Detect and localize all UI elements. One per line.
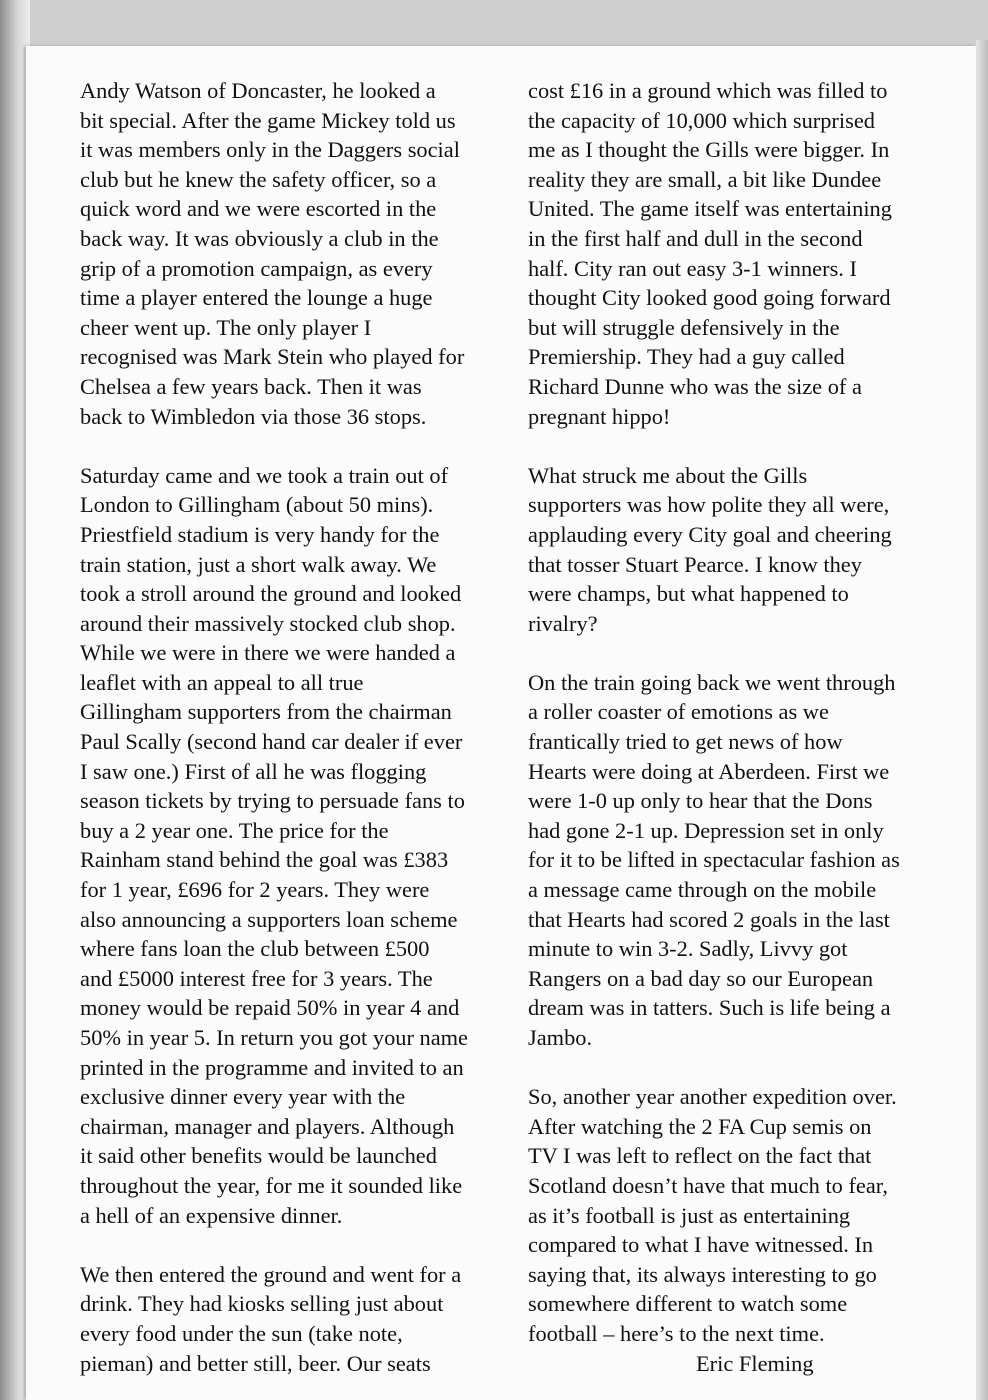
text-line: exclusive dinner every year with the bbox=[80, 1084, 406, 1110]
text-line: minute to win 3-2. Sadly, Livvy got bbox=[528, 936, 848, 962]
text-line: were champs, but what happened to bbox=[528, 581, 849, 607]
text-line: but will struggle defensively in the bbox=[528, 314, 840, 340]
text-line: I saw one.) First of all he was flogging bbox=[80, 758, 427, 784]
text-line: Hearts were doing at Aberdeen. First we bbox=[528, 758, 890, 784]
text-line: TV I was left to reflect on the fact that bbox=[528, 1143, 872, 1169]
text-line: train station, just a short walk away. We bbox=[80, 551, 437, 577]
text-line: a message came through on the mobile bbox=[528, 877, 877, 903]
text-line: drink. They had kiosks selling just about bbox=[80, 1291, 444, 1317]
text-line: chairman, manager and players. Although bbox=[80, 1113, 455, 1139]
text-line: took a stroll around the ground and looked bbox=[80, 581, 462, 607]
text-line: Rangers on a bad day so our European bbox=[528, 965, 874, 991]
text-line: where fans loan the club between £500 bbox=[80, 936, 430, 962]
text-line: compared to what I have witnessed. In bbox=[528, 1232, 874, 1258]
text-line: frantically tried to get news of how bbox=[528, 729, 843, 755]
text-line: around their massively stocked club shop. bbox=[80, 610, 456, 636]
text-line: Premiership. They had a guy called bbox=[528, 344, 845, 370]
text-line: United. The game itself was entertaining bbox=[528, 196, 892, 222]
text-line: printed in the programme and invited to an bbox=[80, 1054, 464, 1080]
text-line: cheer went up. The only player I bbox=[80, 314, 372, 340]
left-column bbox=[80, 76, 520, 1378]
text-line: it was members only in the Daggers social bbox=[80, 137, 460, 163]
text-line: for 1 year, £696 for 2 years. They were bbox=[80, 877, 430, 903]
text-line: that tosser Stuart Pearce. I know they bbox=[528, 551, 862, 577]
text-line: somewhere different to watch some bbox=[528, 1291, 848, 1317]
text-line: a roller coaster of emotions as we bbox=[528, 699, 829, 725]
text-line: were 1-0 up only to hear that the Dons bbox=[528, 788, 873, 814]
author-signature: Eric Fleming bbox=[696, 1350, 814, 1376]
text-line: Richard Dunne who was the size of a bbox=[528, 373, 862, 399]
text-line: Gillingham supporters from the chairman bbox=[80, 699, 452, 725]
paragraph bbox=[528, 461, 948, 639]
text-line: cost £16 in a ground which was filled to bbox=[528, 78, 888, 103]
text-line: Chelsea a few years back. Then it was bbox=[80, 373, 422, 399]
text-line: season tickets by trying to persuade fans to bbox=[80, 788, 465, 814]
text-line: time a player entered the lounge a huge bbox=[80, 285, 433, 311]
text-line: dream was in tatters. Such is life being a bbox=[528, 995, 891, 1021]
text-line: 50% in year 5. In return you got your name bbox=[80, 1025, 468, 1050]
text-line: What struck me about the Gills bbox=[528, 462, 808, 488]
text-line: club but he knew the safety officer, so a bbox=[80, 166, 437, 192]
text-line: After watching the 2 FA Cup semis on bbox=[528, 1113, 872, 1139]
text-line: that Hearts had scored 2 goals in the last bbox=[528, 906, 890, 932]
text-line: recognised was Mark Stein who played for bbox=[80, 344, 465, 370]
text-line: quick word and we were escorted in the bbox=[80, 196, 437, 222]
text-line: saying that, its always interesting to go bbox=[528, 1261, 877, 1287]
paragraph bbox=[80, 461, 520, 1230]
paragraph bbox=[80, 1260, 520, 1378]
text-line: as it’s football is just as entertaining bbox=[528, 1202, 851, 1228]
text-line: also announcing a supporters loan scheme bbox=[80, 906, 458, 932]
text-line: it said other benefits would be launched bbox=[80, 1143, 437, 1169]
text-line: had gone 2-1 up. Depression set in only bbox=[528, 817, 884, 843]
text-line: On the train going back we went through bbox=[528, 669, 896, 695]
text-line: Andy Watson of Doncaster, he looked a bbox=[80, 78, 436, 103]
text-line: thought City looked good going forward bbox=[528, 285, 891, 311]
text-line: me as I thought the Gills were bigger. In bbox=[528, 137, 890, 163]
paragraph bbox=[528, 668, 948, 1053]
text-line: every food under the sun (take note, bbox=[80, 1320, 403, 1346]
text-line: bit special. After the game Mickey told us bbox=[80, 107, 456, 133]
text-line: applauding every City goal and cheering bbox=[528, 521, 892, 547]
text-line: So, another year another expedition over. bbox=[528, 1084, 897, 1110]
right-column bbox=[528, 76, 948, 1378]
text-line: buy a 2 year one. The price for the bbox=[80, 817, 389, 843]
text-line: in the first half and dull in the second bbox=[528, 225, 863, 251]
page-edge bbox=[976, 40, 988, 1400]
text-line: pieman) and better still, beer. Our seats bbox=[80, 1350, 431, 1376]
text-line: reality they are small, a bit like Dundee bbox=[528, 166, 882, 192]
text-line: Scotland doesn’t have that much to fear, bbox=[528, 1172, 888, 1198]
paragraph bbox=[528, 76, 948, 431]
text-line: leaflet with an appeal to all true bbox=[80, 669, 364, 695]
text-line: for it to be lifted in spectacular fashion as bbox=[528, 847, 900, 873]
text-line: back way. It was obviously a club in the bbox=[80, 225, 439, 251]
paragraph bbox=[80, 76, 520, 431]
text-line: throughout the year, for me it sounded like bbox=[80, 1172, 463, 1198]
paragraph bbox=[528, 1082, 948, 1348]
text-line: half. City ran out easy 3-1 winners. I bbox=[528, 255, 857, 281]
text-line: Rainham stand behind the goal was £383 bbox=[80, 847, 449, 873]
text-line: Paul Scally (second hand car dealer if ever bbox=[80, 729, 463, 755]
text-line: pregnant hippo! bbox=[528, 403, 671, 429]
text-line: back to Wimbledon via those 36 stops. bbox=[80, 403, 427, 429]
text-line: Priestfield stadium is very handy for the bbox=[80, 521, 440, 547]
text-line: and £5000 interest free for 3 years. The bbox=[80, 965, 433, 991]
text-line: money would be repaid 50% in year 4 and bbox=[80, 995, 460, 1021]
text-line: London to Gillingham (about 50 mins). bbox=[80, 492, 434, 518]
text-line: supporters was how polite they all were, bbox=[528, 492, 890, 518]
text-line: We then entered the ground and went for a bbox=[80, 1261, 462, 1287]
text-line: grip of a promotion campaign, as every bbox=[80, 255, 433, 281]
text-line: the capacity of 10,000 which surprised bbox=[528, 107, 875, 133]
text-line: Saturday came and we took a train out of bbox=[80, 462, 449, 488]
text-line: While we were in there we were handed a bbox=[80, 640, 456, 666]
text-line: Jambo. bbox=[528, 1025, 593, 1050]
text-line: football – here’s to the next time. bbox=[528, 1320, 825, 1346]
text-line: rivalry? bbox=[528, 610, 598, 636]
text-line: a hell of an expensive dinner. bbox=[80, 1202, 343, 1228]
